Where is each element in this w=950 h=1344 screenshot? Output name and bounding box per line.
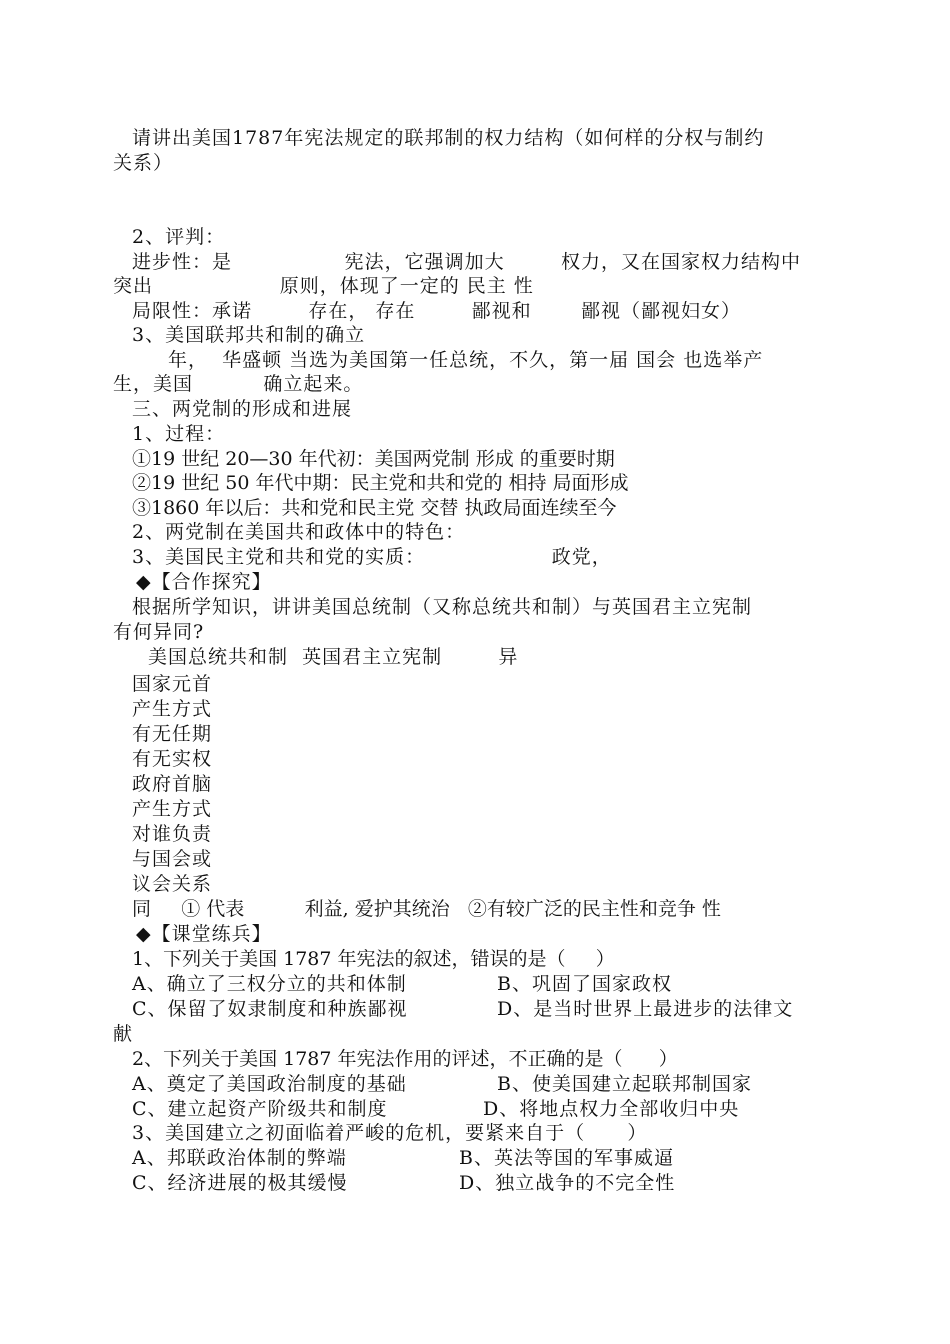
comparison-same-line: 同 ① 代表 利益, 爱护其统治 ②有较广泛的民主性和竞争 性	[132, 898, 721, 920]
cooperate-question-1: 根据所学知识，讲讲美国总统制（又称总统共和制）与英国君主立宪制	[132, 596, 753, 618]
q1-option-b: B、巩固了国家政权	[497, 973, 672, 995]
limitation-line: 局限性：承诺 存在， 存在 鄙视和 鄙视（鄙视妇女）	[132, 300, 741, 322]
process-item-3: ③1860 年以后：共和党和民主党 交替 执政局面连续至今	[132, 497, 617, 519]
q3-option-c: C、经济进展的极其缓慢	[132, 1172, 348, 1194]
q1-option-d: D、是当时世界上最进步的法律文	[497, 998, 794, 1020]
process-item-2: ②19 世纪 50 年代中期：民主党和共和党的 相持 局面形成	[132, 472, 629, 494]
q1-option-d-cont: 献	[113, 1023, 134, 1045]
q3-option-a: A、邦联政治体制的弊端	[132, 1147, 347, 1169]
comparison-row-label: 有无实权	[132, 748, 213, 770]
intro-line-2: 关系）	[113, 152, 174, 174]
q1-option-a: A、确立了三权分立的共和体制	[132, 973, 407, 995]
comparison-row-label: 政府首脑	[132, 773, 213, 795]
process-item-1: ①19 世纪 20—30 年代初：美国两党制 形成 的重要时期	[132, 448, 615, 470]
process-heading: 1、过程：	[132, 423, 226, 445]
q1-option-c: C、保留了奴隶制度和种族鄙视	[132, 998, 408, 1020]
section-2-heading: 2、评判：	[132, 226, 226, 248]
comparison-row-label: 产生方式	[132, 698, 213, 720]
section-3-line-2: 生，美国 确立起来。	[113, 373, 364, 395]
q2-option-b: B、使美国建立起联邦制国家	[497, 1073, 752, 1095]
intro-line-1: 请讲出美国1787年宪法规定的联邦制的权力结构（如何样的分权与制约	[132, 127, 765, 149]
q3-option-d: D、独立战争的不完全性	[459, 1172, 676, 1194]
section-3-line-1: 年， 华盛顿 当选为美国第一任总统，不久，第一届 国会 也选举产	[168, 349, 764, 371]
two-party-feature: 2、两党制在美国共和政体中的特色：	[132, 521, 466, 543]
comparison-row-label: 对谁负责	[132, 823, 213, 845]
exercise-question-1: 1、下列关于美国 1787 年宪法的叙述，错误的是（ ）	[132, 948, 615, 970]
section-3-heading: 3、美国联邦共和制的确立	[132, 324, 366, 346]
comparison-row-label: 议会关系	[132, 873, 213, 895]
comparison-row-label: 有无任期	[132, 723, 213, 745]
two-party-essence: 3、美国民主党和共和党的实质： 政党，	[132, 546, 612, 568]
exercise-question-3: 3、美国建立之初面临着严峻的危机，要紧来自于（ ）	[132, 1122, 648, 1144]
q3-option-b: B、英法等国的军事威逼	[459, 1147, 674, 1169]
q2-option-c: C、建立起资产阶级共和制度	[132, 1098, 388, 1120]
comparison-row-label: 产生方式	[132, 798, 213, 820]
progress-line-2: 突出 原则，体现了一定的 民主 性	[113, 275, 534, 297]
part-3-heading: 三、两党制的形成和进展	[132, 398, 353, 420]
exercise-question-2: 2、下列关于美国 1787 年宪法作用的评述，不正确的是（ ）	[132, 1048, 678, 1070]
q2-option-a: A、奠定了美国政治制度的基础	[132, 1073, 407, 1095]
cooperate-question-2: 有何异同?	[113, 621, 205, 643]
q2-option-d: D、将地点权力全部收归中央	[483, 1098, 740, 1120]
comparison-table-header: 美国总统共和制 英国君主立宪制 异	[148, 646, 519, 668]
cooperate-heading: ◆【合作探究】	[136, 571, 272, 593]
comparison-row-label: 与国会或	[132, 848, 213, 870]
progress-line-1: 进步性：是 宪法，它强调加大 权力，又在国家权力结构中	[132, 251, 801, 273]
comparison-row-label: 国家元首	[132, 673, 213, 695]
exercise-heading: ◆【课堂练兵】	[136, 923, 272, 945]
